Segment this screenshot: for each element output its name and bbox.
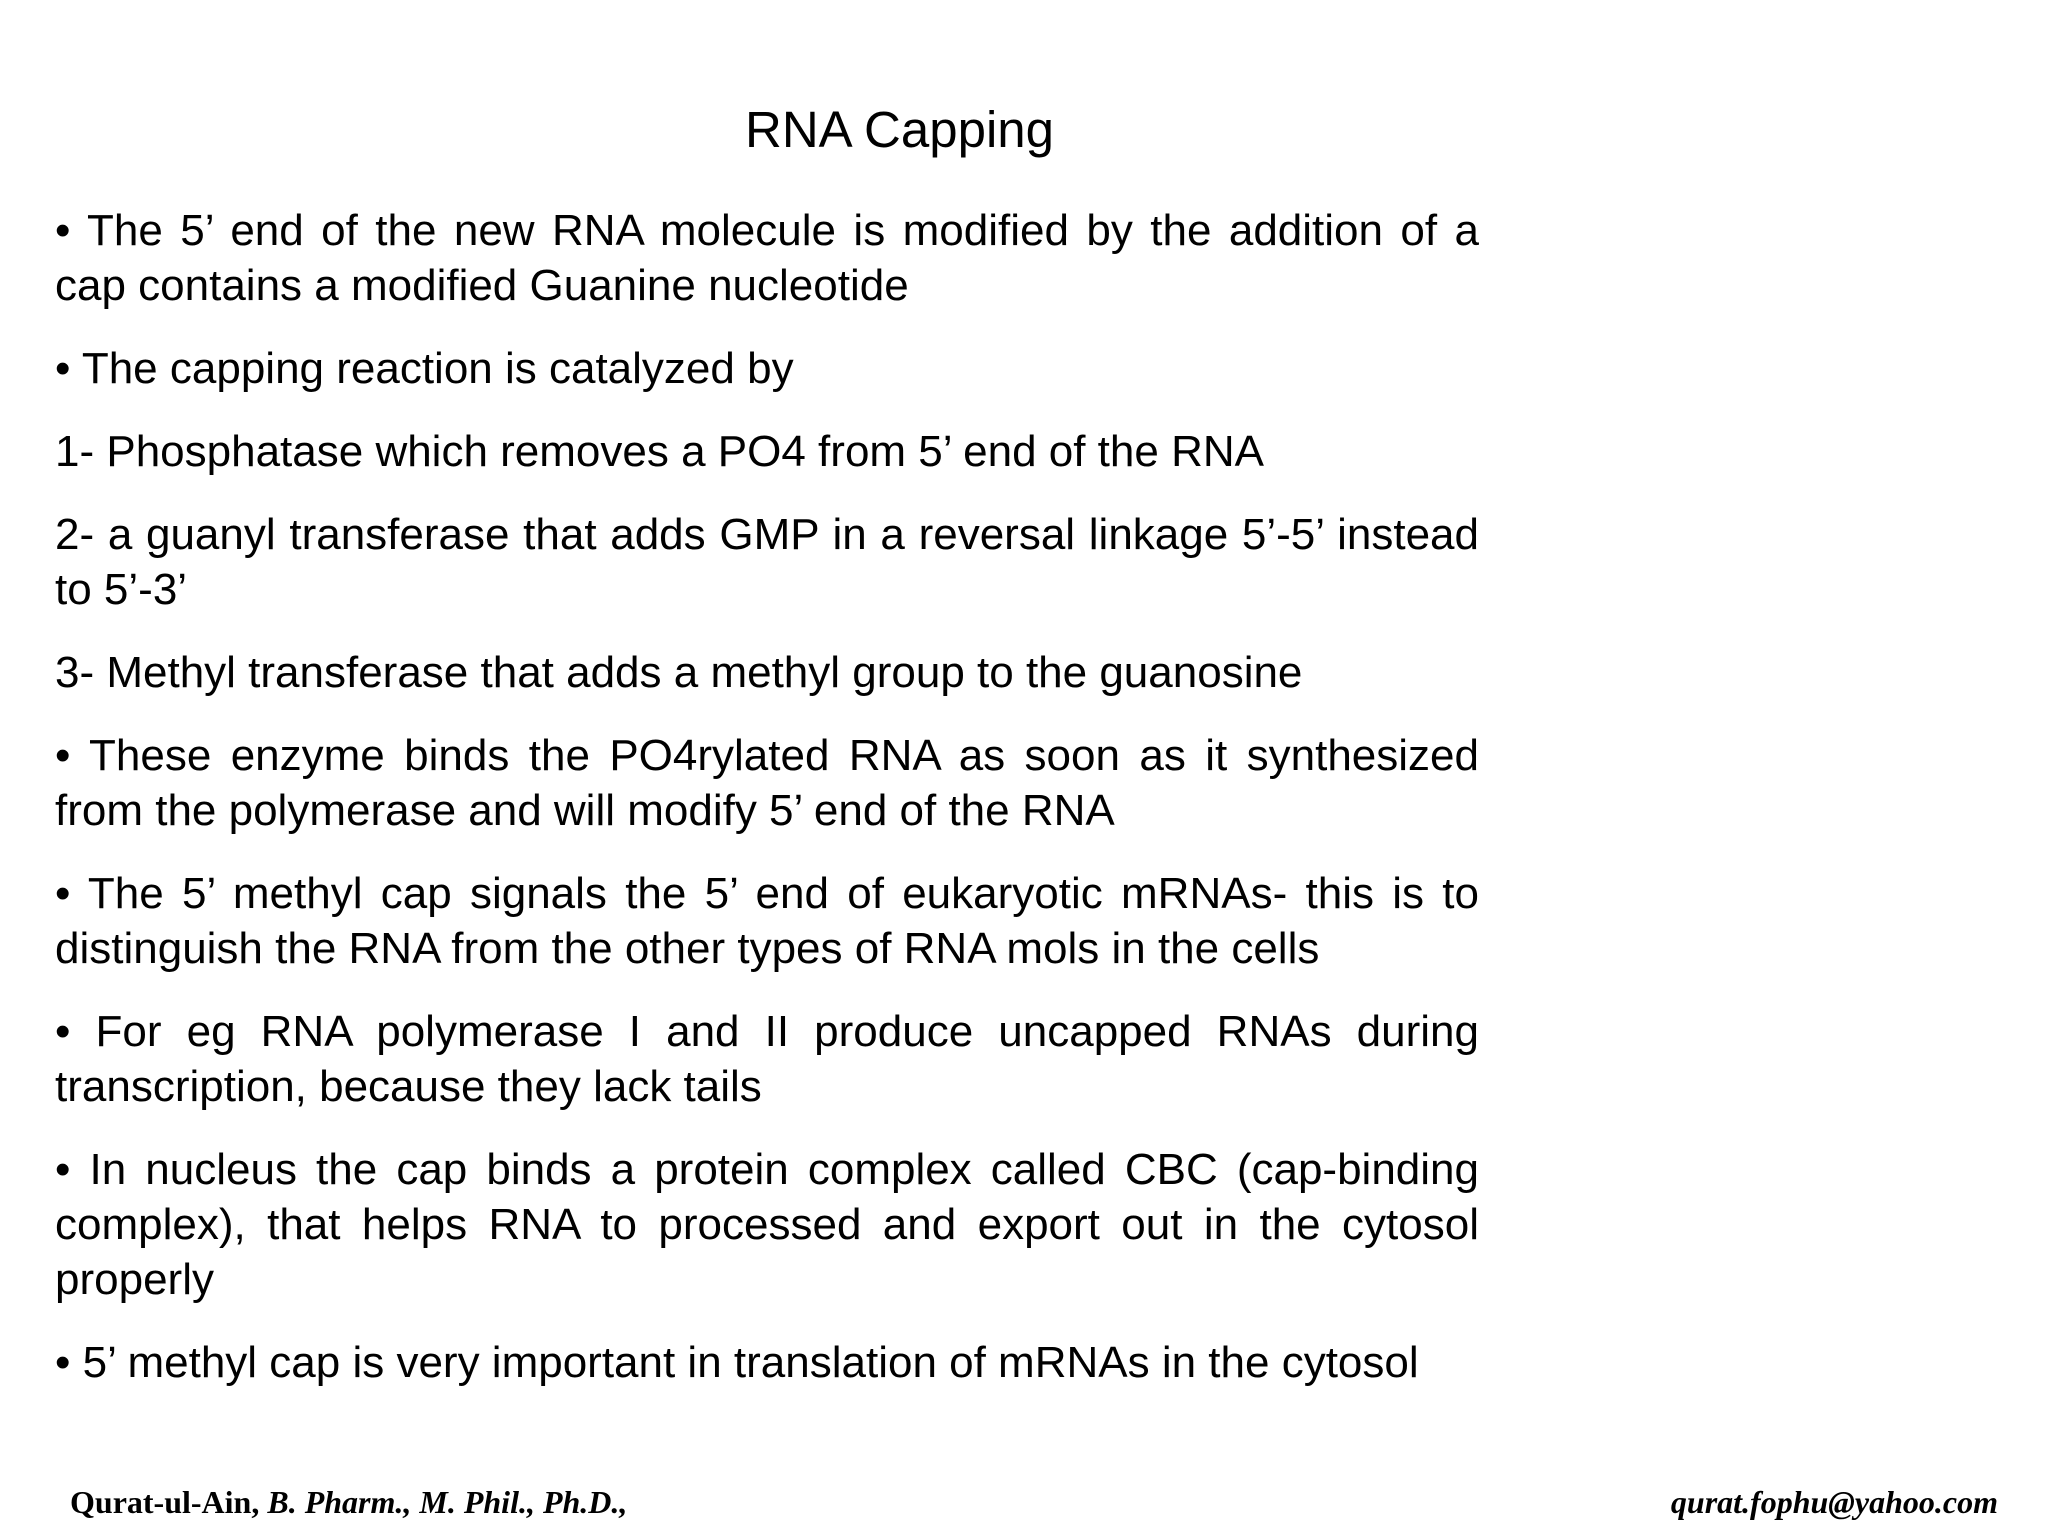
slide-body — [55, 203, 1479, 1418]
paragraph-cbc: • In nucleus the cap binds a protein complex called CBC (cap-binding complex), that helps RNA to processed and export out in the cytosol properly — [55, 1145, 1479, 1304]
paragraph-step-guanyl-transferase: 2- a guanyl transferase that adds GMP in a reversal linkage 5’-5’ instead to 5’-3’ — [55, 510, 1479, 614]
author-degrees: B. Pharm., M. Phil., Ph.D., — [259, 1484, 628, 1520]
footer-email: qurat.fophu@yahoo.com — [1670, 1484, 1998, 1520]
paragraph-translation: • 5’ methyl cap is very important in translation of mRNAs in the cytosol — [55, 1338, 1419, 1387]
paragraph-enzyme-binding: • These enzyme binds the PO4rylated RNA as soon as it synthesized from the polymerase and will modify 5’ end of the RNA — [55, 731, 1479, 835]
paragraph-step-methyl-transferase: 3- Methyl transferase that adds a methyl group to the guanosine — [55, 648, 1303, 697]
footer-author — [70, 1482, 627, 1522]
paragraph-cap-signal: • The 5’ methyl cap signals the 5’ end of eukaryotic mRNAs- this is to distinguish the RNA from the other types of RNA mols in the cells — [55, 869, 1479, 973]
author-name: Qurat-ul-Ain, — [70, 1484, 260, 1520]
paragraph-uncapped-example: • For eg RNA polymerase I and II produce uncapped RNAs during transcription, because they lack tails — [55, 1007, 1479, 1111]
slide-title: RNA Capping — [745, 101, 1055, 158]
paragraph-step-phosphatase: 1- Phosphatase which removes a PO4 from 5’ end of the RNA — [55, 427, 1264, 476]
paragraph-cap-intro: • The 5’ end of the new RNA molecule is modified by the addition of a cap contains a modified Guanine nucleotide — [55, 206, 1479, 310]
paragraph-catalysis: • The capping reaction is catalyzed by — [55, 344, 794, 393]
